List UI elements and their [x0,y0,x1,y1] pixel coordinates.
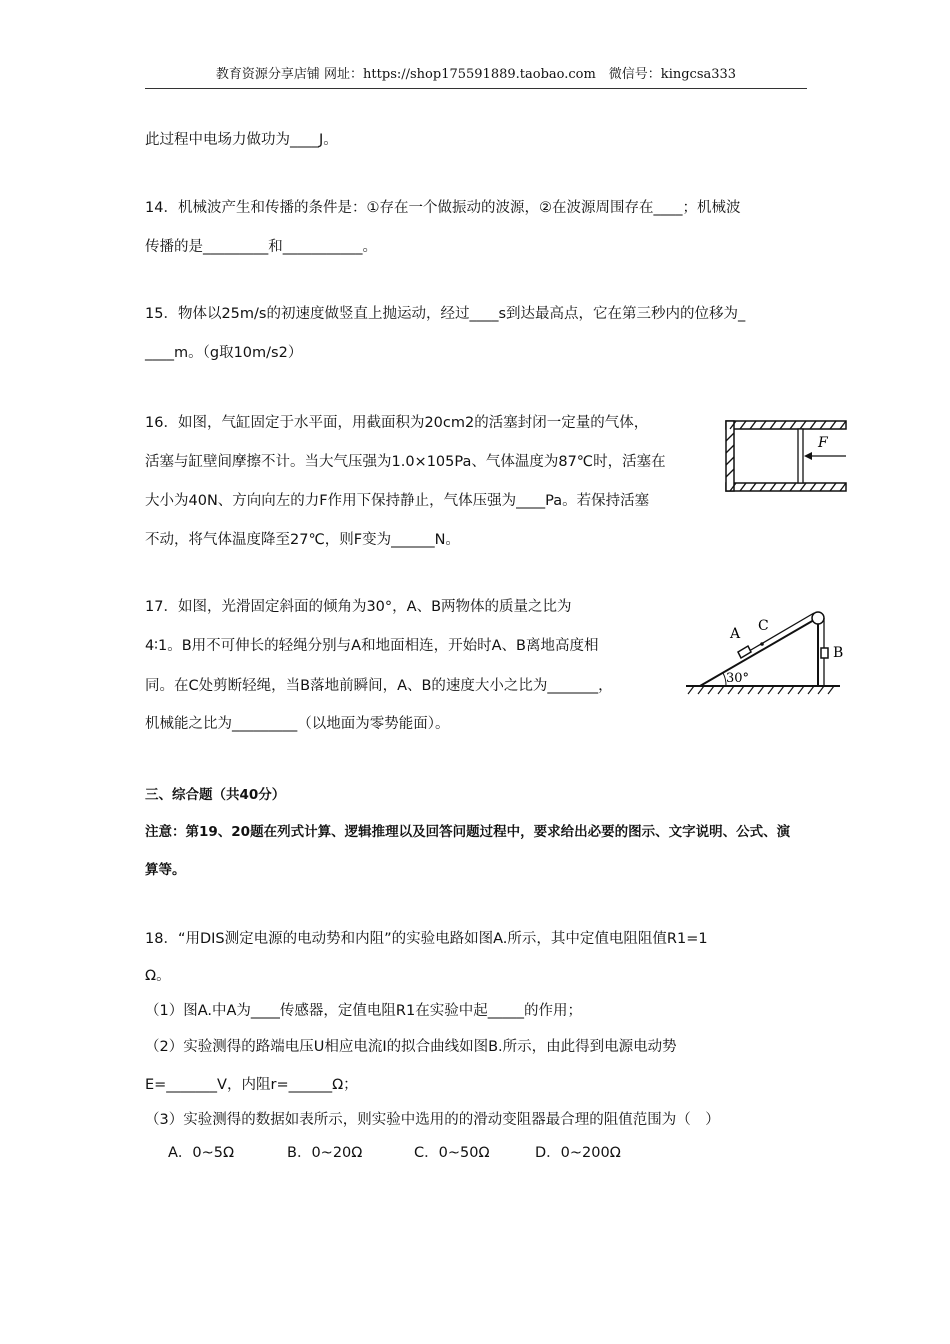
q18-sub-2: （2）实验测得的路端电压U相应电流I的拟合曲线如图B.所示，由此得到电源电动势 [145,1039,677,1055]
section-3-title: 三、综合题（共40分） [145,787,286,803]
label-b: B [833,645,844,661]
incline-figure [682,602,850,698]
q17-line-3: 同。在C处剪断轻绳，当B落地前瞬间，A、B的速度大小之比为_______， [145,678,613,694]
cylinder-figure [720,415,852,497]
q14-line-2: 传播的是_________和___________。 [145,239,377,255]
q18-line-2: Ω。 [145,968,171,984]
q13-continuation: 此过程中电场力做功为____J。 [145,132,338,148]
q18-sub-1: （1）图A.中A为____传感器，定值电阻R1在实验中起_____的作用； [145,1003,582,1019]
q16-line-2: 活塞与缸壁间摩擦不计。当大气压强为1.0×105Pa、气体温度为87℃时，活塞在 [145,454,666,470]
q18-line-1: 18．“用DIS测定电源的电动势和内阻”的实验电路如图A.所示，其中定值电阻阻值R1=1 [145,931,708,947]
label-f: F [818,435,828,451]
q17-line-1: 17．如图，光滑固定斜面的倾角为30°，A、B两物体的质量之比为 [145,599,572,615]
q18-option-a: A．0~5Ω [168,1145,235,1161]
q18-option-b: B．0~20Ω [287,1145,363,1161]
q18-option-d: D．0~200Ω [535,1145,621,1161]
q14-line-1: 14．机械波产生和传播的条件是：①存在一个做振动的波源，②在波源周围存在____；机械波 [145,200,741,216]
q16-line-4: 不动，将气体温度降至27℃，则F变为______N。 [145,532,460,548]
q15-line-2: ____m。（g取10m/s2） [145,345,303,361]
q15-line-1: 15．物体以25m/s的初速度做竖直上抛运动，经过____s到达最高点，它在第三秒内的位移为_ [145,306,746,322]
page-header: 教育资源分享店铺 网址：https://shop175591889.taobao.com 微信号：kingcsa333 [145,66,807,89]
label-angle: 30° [726,671,750,686]
q18-sub-2b: E=_______V，内阻r=______Ω； [145,1077,358,1093]
q18-option-c: C．0~50Ω [414,1145,490,1161]
q17-line-4: 机械能之比为_________（以地面为零势能面）。 [145,716,450,732]
q16-line-1: 16．如图，气缸固定于水平面，用截面积为20cm2的活塞封闭一定量的气体， [145,415,649,431]
label-c: C [758,618,769,634]
label-a: A [730,626,741,642]
q16-line-3: 大小为40N、方向向左的力F作用下保持静止，气体压强为____Pa。若保持活塞 [145,493,650,509]
section-3-note-2: 算等。 [145,862,186,878]
q18-sub-3: （3）实验测得的数据如表所示，则实验中选用的的滑动变阻器最合理的阻值范围为（ ） [145,1112,720,1128]
q17-line-2: 4∶1。B用不可伸长的轻绳分别与A和地面相连，开始时A、B离地高度相 [145,638,599,654]
section-3-note-1: 注意：第19、20题在列式计算、逻辑推理以及回答问题过程中，要求给出必要的图示、文字说明、公式、演 [145,824,791,840]
